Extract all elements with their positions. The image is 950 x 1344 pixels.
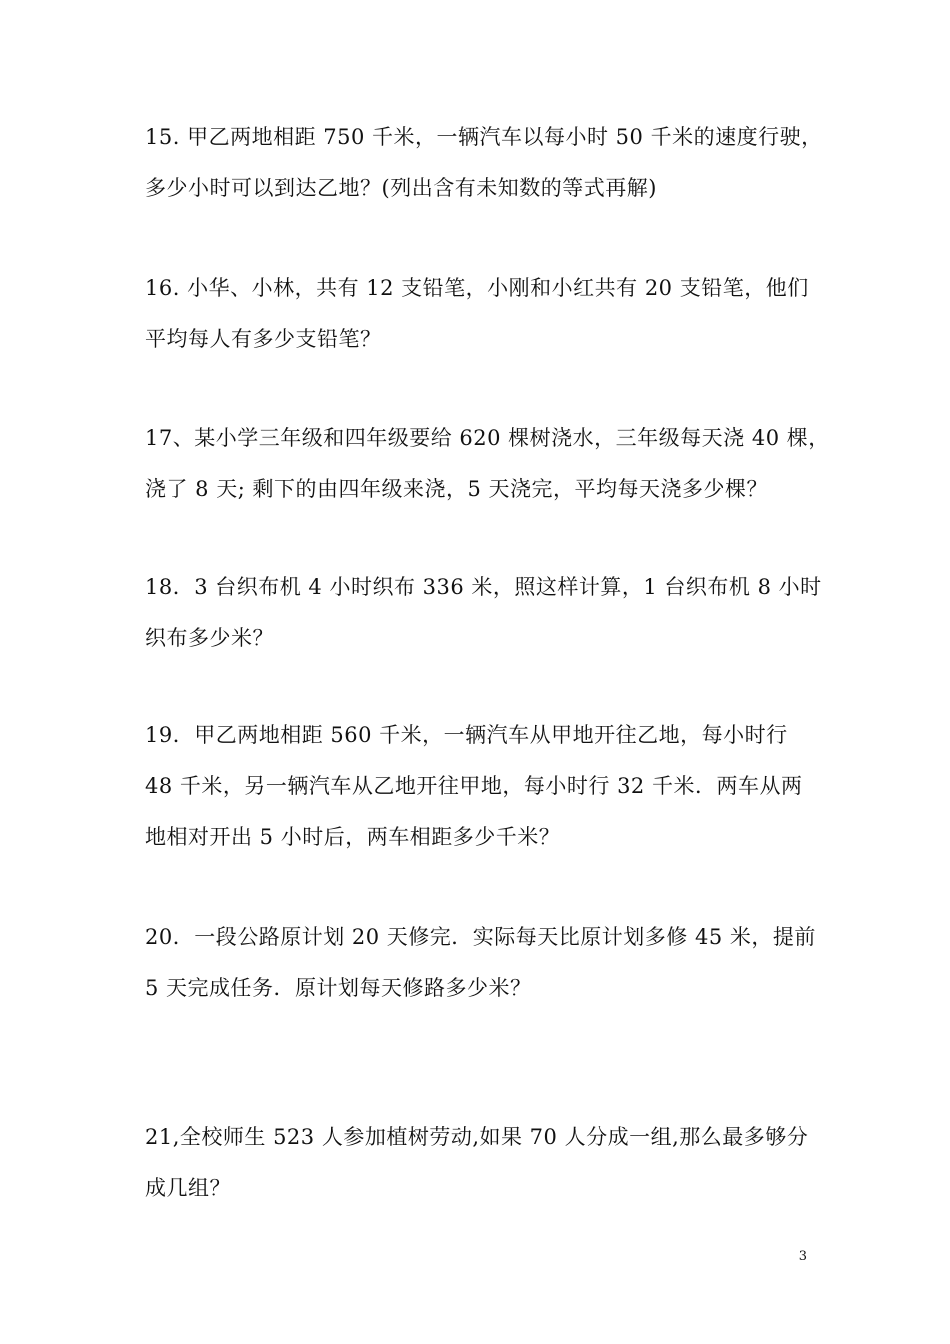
problem-15 (145, 112, 823, 214)
problem-15-line-1: 15. 甲乙两地相距 750 千米，一辆汽车以每小时 50 千米的速度行驶， (145, 125, 823, 149)
problem-19 (145, 710, 815, 863)
problem-16-line-2: 平均每人有多少支铅笔？ (145, 327, 382, 351)
problem-20 (145, 912, 815, 1014)
problem-17-line-2: 浇了 8 天; 剩下的由四年级来浇，5 天浇完，平均每天浇多少棵？ (145, 477, 768, 501)
problem-20-line-2: 5 天完成任务．原计划每天修路多少米？ (145, 976, 532, 1000)
page-number: 3 (798, 1249, 807, 1264)
problem-16-line-1: 16. 小华、小林，共有 12 支铅笔，小刚和小红共有 20 支铅笔，他们 (145, 276, 809, 300)
problem-20-line-1: 20．一段公路原计划 20 天修完．实际每天比原计划多修 45 米，提前 (145, 925, 816, 949)
problem-21 (145, 1112, 815, 1214)
problem-19-line-3: 地相对开出 5 小时后，两车相距多少千米？ (145, 825, 561, 849)
problem-21-line-2: 成几组？ (145, 1176, 231, 1200)
problem-18 (145, 562, 822, 664)
problem-18-line-1: 18．3 台织布机 4 小时织布 336 米，照这样计算，1 台织布机 8 小时 (145, 575, 822, 599)
problem-17 (145, 413, 830, 515)
problem-21-line-1: 21,全校师生 523 人参加植树劳动,如果 70 人分成一组,那么最多够分 (145, 1125, 809, 1149)
problem-19-line-2: 48 千米，另一辆汽车从乙地开往甲地，每小时行 32 千米．两车从两 (145, 774, 803, 798)
problem-16 (145, 263, 815, 365)
problem-17-line-1: 17、某小学三年级和四年级要给 620 棵树浇水，三年级每天浇 40 棵， (145, 426, 830, 450)
problem-19-line-1: 19．甲乙两地相距 560 千米，一辆汽车从甲地开往乙地，每小时行 (145, 723, 788, 747)
problem-15-line-2: 多少小时可以到达乙地？(列出含有未知数的等式再解) (145, 176, 657, 200)
problem-18-line-2: 织布多少米？ (145, 626, 274, 650)
